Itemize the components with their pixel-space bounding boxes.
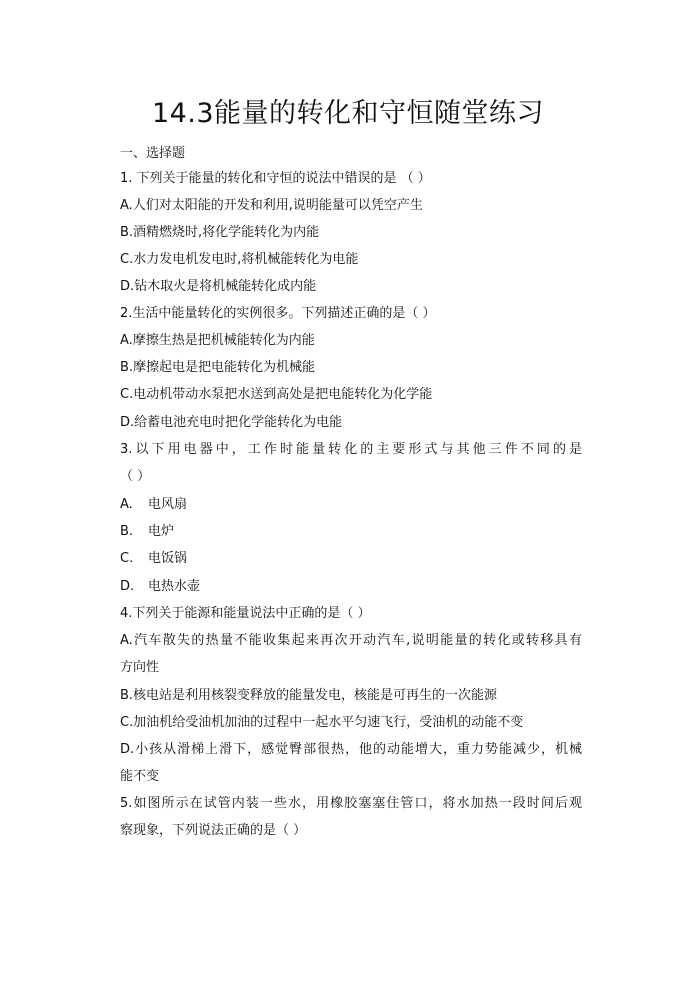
question-1-stem: 1. 下列关于能量的转化和守恒的说法中错误的是 （ ） — [120, 171, 431, 186]
question-1-option-c: C.水力发电机发电时,将机械能转化为电能 — [120, 252, 359, 267]
question-3-option-a — [120, 495, 582, 515]
question-2-option-b: B.摩擦起电是把电能转化为机械能 — [120, 360, 316, 375]
question-4-option-d: D.小孩从滑梯上滑下，感觉臀部很热，他的动能增大，重力势能减少，机械 — [120, 742, 582, 757]
option-label: A. — [120, 497, 133, 512]
question-3-stem: 3.以下用电器中，工作时能量转化的主要形式与其他三件不同的是 — [120, 442, 582, 457]
question-4-option-a: A.汽车散失的热量不能收集起来再次开动汽车,说明能量的转化或转移具有 — [120, 633, 582, 648]
question-4-option-a-continued: 方向性 — [120, 660, 160, 675]
question-4-option-c: C.加油机给受油机加油的过程中一起水平匀速飞行，受油机的动能不变 — [120, 715, 524, 730]
question-2-option-c: C.电动机带动水泵把水送到高处是把电能转化为化学能 — [120, 387, 433, 402]
question-3-option-b — [120, 522, 582, 542]
option-text: 电热水壶 — [148, 579, 201, 594]
question-5-stem: 5.如图所示在试管内装一些水，用橡胶塞塞住管口，将水加热一段时间后观 — [120, 796, 582, 811]
question-3-stem-continued: （ ） — [120, 469, 151, 484]
question-2-stem: 2.生活中能量转化的实例很多。下列描述正确的是（ ） — [120, 306, 436, 321]
question-1-option-a: A.人们对太阳能的开发和利用,说明能量可以凭空产生 — [120, 198, 423, 213]
question-4-option-d-continued: 能不变 — [120, 769, 160, 784]
option-label: B. — [120, 524, 134, 539]
option-label: C. — [120, 551, 134, 566]
question-4-option-b: B.核电站是利用核裂变释放的能量发电，核能是可再生的一次能源 — [120, 688, 498, 703]
option-text: 电饭锅 — [148, 551, 188, 566]
option-text: 电炉 — [148, 524, 175, 539]
question-2-option-a: A.摩擦生热是把机械能转化为内能 — [120, 333, 315, 348]
question-3-option-c — [120, 549, 582, 569]
question-1-option-b: B.酒精燃烧时,将化学能转化为内能 — [120, 225, 320, 240]
question-2-option-d: D.给蓄电池充电时把化学能转化为电能 — [120, 415, 343, 430]
option-text: 电风扇 — [148, 497, 188, 512]
section-heading: 一、选择题 — [120, 146, 186, 161]
page-title: 14.3能量的转化和守恒随堂练习 — [151, 98, 545, 129]
option-label: D. — [120, 579, 135, 594]
question-3-option-d — [120, 577, 582, 597]
question-5-stem-continued: 察现象，下列说法正确的是（ ） — [120, 823, 307, 838]
question-1-option-d: D.钻木取火是将机械能转化成内能 — [120, 279, 317, 294]
question-4-stem: 4.下列关于能源和能量说法中正确的是（ ） — [120, 606, 371, 621]
